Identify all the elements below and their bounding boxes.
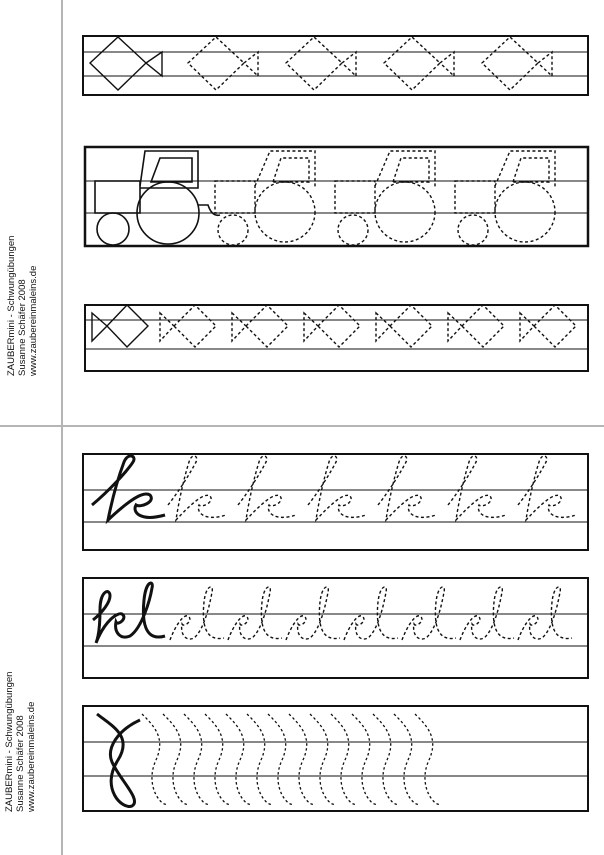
credit-author: Susanne Schäfer 2008 bbox=[15, 715, 26, 812]
credit-website: www.zaubereinmaleins.de bbox=[28, 265, 39, 376]
credit-title: ZAUBERmini - Schwungübungen bbox=[6, 235, 17, 376]
fish-trace bbox=[286, 37, 356, 90]
fish-model bbox=[90, 37, 162, 90]
credit-author: Susanne Schäfer 2008 bbox=[17, 279, 28, 376]
credit-title: ZAUBERmini - Schwungübungen bbox=[4, 671, 15, 812]
fish-trace bbox=[482, 37, 552, 90]
credit-website: www.zaubereinmaleins.de bbox=[26, 701, 37, 812]
fish-trace bbox=[188, 37, 258, 90]
fish-trace bbox=[384, 37, 454, 90]
fish-trace-group bbox=[188, 37, 552, 90]
